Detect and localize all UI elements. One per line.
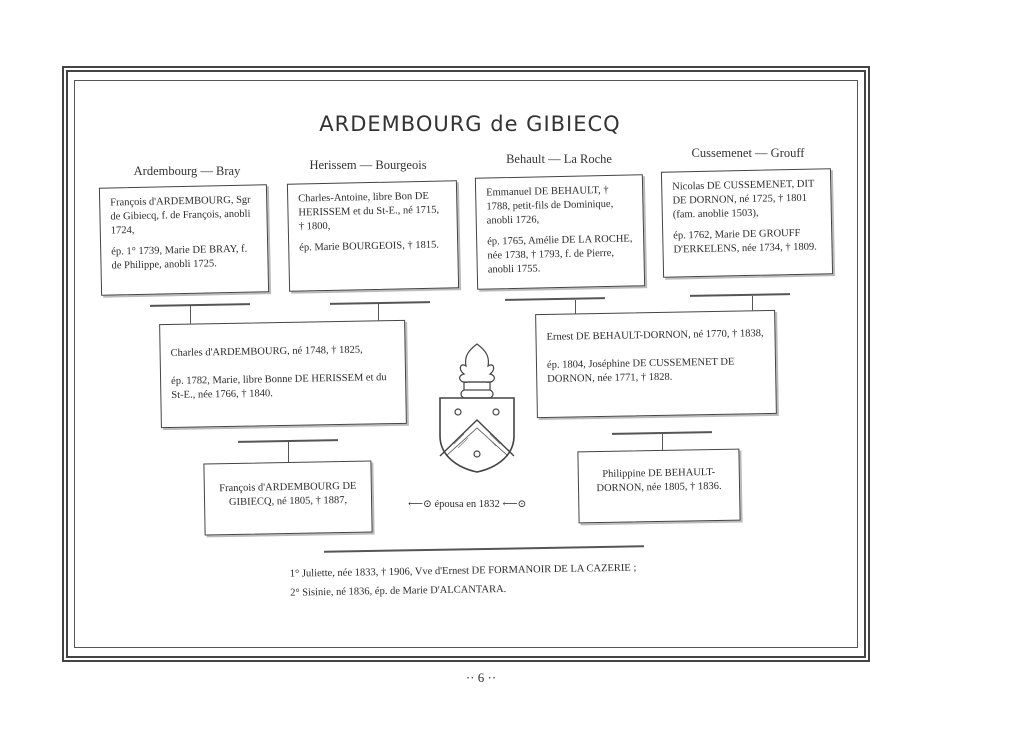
family-heading-4: Cussemenet — Grouff [691,146,805,160]
person-text: François d'ARDEMBOURG DE GIBIECQ, né 1805, † 1887, [219,480,357,509]
ornament-icon: ·· [465,670,475,685]
person-box-philippine-behault [577,449,740,524]
ornament-icon: ·· [487,670,497,685]
page-number: 6 [477,670,485,685]
connector-line [378,304,379,322]
page-title: ARDEMBOURG de GIBIECQ [319,112,621,136]
children-list [290,558,711,603]
marriage-text: ép. Marie BOURGEOIS, † 1815. [299,239,440,254]
person-box-charles-ardembourg [159,320,407,428]
person-text: Charles d'ARDEMBOURG, né 1748, † 1825, [170,344,363,359]
person-text: Ernest DE BEHAULT-DORNON, né 1770, † 1838, [546,328,764,343]
person-text: Nicolas DE CUSSEMENET, DIT DE DORNON, né 1725, † 1801 (fam. anoblie 1503), [672,178,815,221]
coat-of-arms-icon [434,336,520,476]
person-text: François d'ARDEMBOURG, Sgr de Gibiecq, f. de François, anobli 1724, [110,194,251,237]
marriage-text: ép. 1762, Marie DE GROUFF D'ERKELENS, née 1734, † 1809. [673,227,817,256]
person-text: Emmanuel DE BEHAULT, † 1788, petit-fils de Dominique, anobli 1726, [486,184,614,227]
connector-line [288,442,289,462]
marriage-year-text: épousa en 1832 [434,499,500,510]
person-text: Charles-Antoine, libre Bon DE HERISSEM et du St-E., né 1715, † 1800, [298,190,440,233]
family-heading-1: Ardembourg — Bray [133,164,241,178]
page-number-wrapper [456,670,506,686]
child-entry: 1° Juliette, née 1833, † 1906, Vve d'Ernest DE FORMANOIR DE LA CAZERIE ; [289,562,637,580]
person-box-ernest-behault [535,310,777,418]
family-heading-3: Behault — La Roche [506,152,612,166]
marriage-annotation [408,498,526,510]
person-box-behault-laroche [475,174,645,289]
child-entry: 2° Sisinie, né 1836, ép. de Marie D'ALCANTARA. [290,583,507,599]
marriage-text: ép. 1° 1739, Marie DE BRAY, f. de Philippe, anobli 1725. [111,243,248,272]
person-box-herissem-bourgeois [287,180,459,292]
family-heading-2: Herissem — Bourgeois [309,158,427,172]
marriage-text: ép. 1804, Joséphine DE CUSSEMENET DE DORNON, née 1771, † 1828. [546,356,735,386]
marriage-text: ép. 1782, Marie, libre Bonne DE HERISSEM et du St-E., née 1766, † 1840. [171,372,387,402]
ornament-icon: ⟵⊙ [408,499,432,510]
person-text: Philippine DE BEHAULT-DORNON, née 1805, † 1836. [596,467,722,495]
person-box-cussemenet-grouff [661,168,833,278]
ornament-icon: ⟵⊙ [502,499,527,510]
connector-line [190,306,191,324]
marriage-text: ép. 1765, Amélie DE LA ROCHE, née 1738, † 1793, f. de Pierre, anobli 1755. [487,233,633,276]
person-box-francois-ardembourg-gibiecq [203,461,372,536]
person-box-ardembourg-bray [99,184,269,295]
